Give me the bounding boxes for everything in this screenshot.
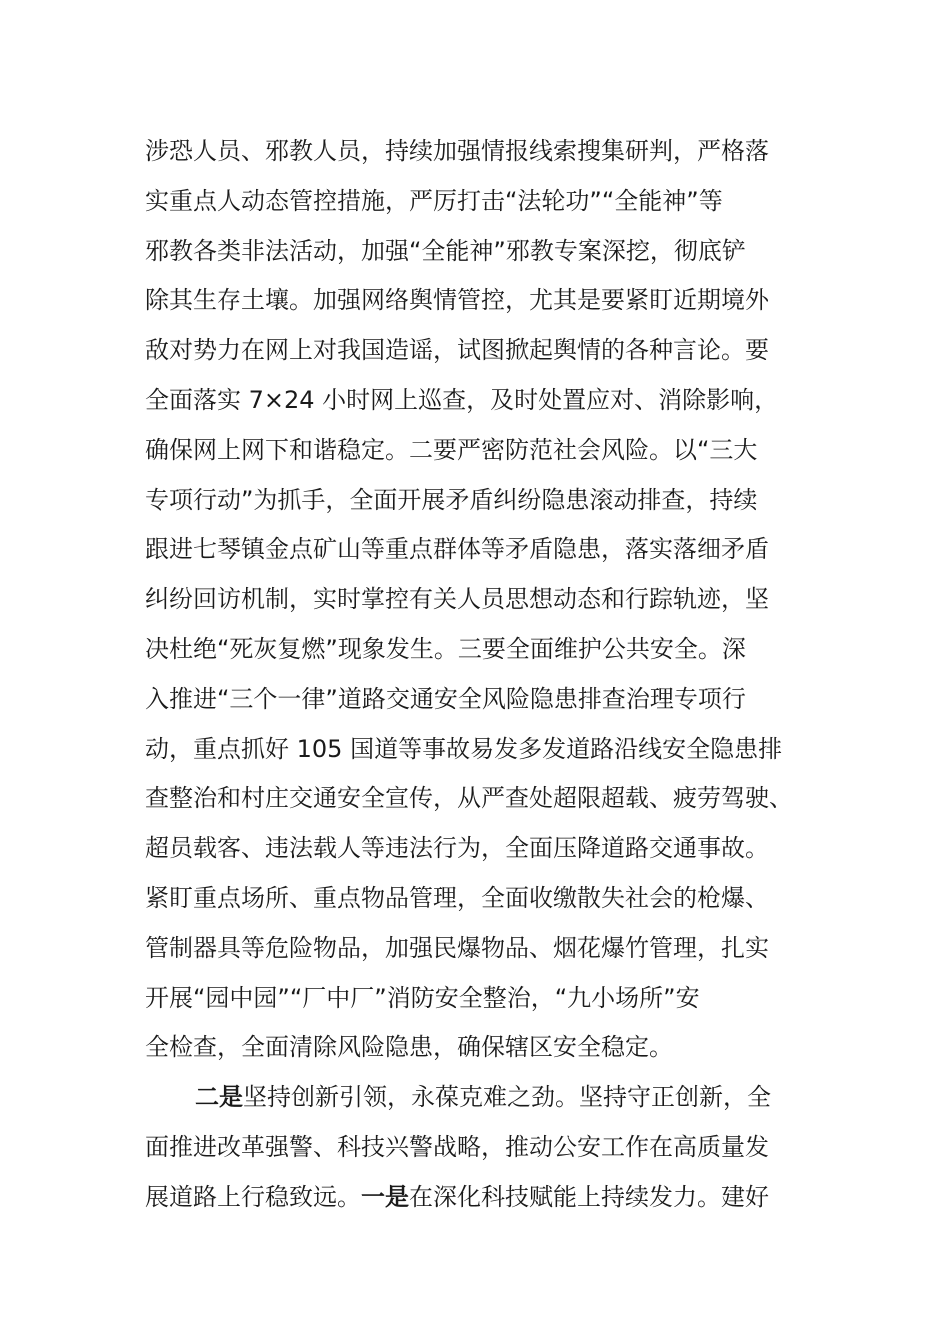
paragraph-2-line-3	[145, 1173, 805, 1223]
text-line: 开展“园中园”“厂中厂”消防安全整治，“九小场所”安	[145, 983, 700, 1012]
text-span: 展道路上行稳致远。	[145, 1182, 361, 1211]
text-line: 动，重点抓好 105 国道等事故易发多发道路沿线安全隐患排	[145, 734, 783, 763]
text-line: 跟进七琴镇金点矿山等重点群体等矛盾隐患，落实落细矛盾	[145, 535, 769, 564]
text-line: 查整治和村庄交通安全宣传，从严查处超限超载、疲劳驾驶、	[145, 784, 793, 813]
body-text	[145, 127, 805, 1223]
bold-lead-erShi: 二是	[195, 1083, 243, 1112]
text-line: 敌对势力在网上对我国造谣，试图掀起舆情的各种言论。要	[145, 336, 769, 365]
text-line: 邪教各类非法活动，加强“全能神”邪教专案深挖，彻底铲	[145, 236, 746, 265]
text-line: 确保网上网下和谐稳定。二要严密防范社会风险。以“三大	[145, 435, 758, 464]
text-line: 入推进“三个一律”道路交通安全风险隐患排查治理专项行	[145, 684, 746, 713]
paragraph-2-line-2: 面推进改革强警、科技兴警战略，推动公安工作在高质量发	[145, 1132, 769, 1161]
text-line: 涉恐人员、邪教人员，持续加强情报线索搜集研判，严格落	[145, 137, 769, 165]
text-line: 管制器具等危险物品，加强民爆物品、烟花爆竹管理，扎实	[145, 933, 769, 962]
text-line: 纠纷回访机制，实时掌控有关人员思想动态和行踪轨迹，坚	[145, 585, 769, 614]
text-line: 全面落实 7×24 小时网上巡查，及时处置应对、消除影响，	[145, 385, 779, 414]
text-span: 在深化科技赋能上持续发力。建好	[409, 1182, 769, 1211]
text-line: 全检查，全面清除风险隐患，确保辖区安全稳定。	[145, 1033, 673, 1062]
text-line: 超员载客、违法载人等违法行为，全面压降道路交通事故。	[145, 834, 769, 863]
text-line: 紧盯重点场所、重点物品管理，全面收缴散失社会的枪爆、	[145, 883, 769, 912]
text-line: 专项行动”为抓手，全面开展矛盾纠纷隐患滚动排查，持续	[145, 485, 758, 514]
paragraph-2-line-1	[145, 1073, 805, 1123]
text-line: 实重点人动态管控措施，严厉打击“法轮功”“全能神”等	[145, 186, 723, 215]
bold-lead-yiShi: 一是	[361, 1182, 409, 1211]
text-line: 决杜绝“死灰复燃”现象发生。三要全面维护公共安全。深	[145, 634, 746, 663]
text-line: 除其生存土壤。加强网络舆情管控，尤其是要紧盯近期境外	[145, 286, 769, 315]
text-span: 坚持创新引领，永葆克难之劲。坚持守正创新，全	[243, 1083, 771, 1112]
